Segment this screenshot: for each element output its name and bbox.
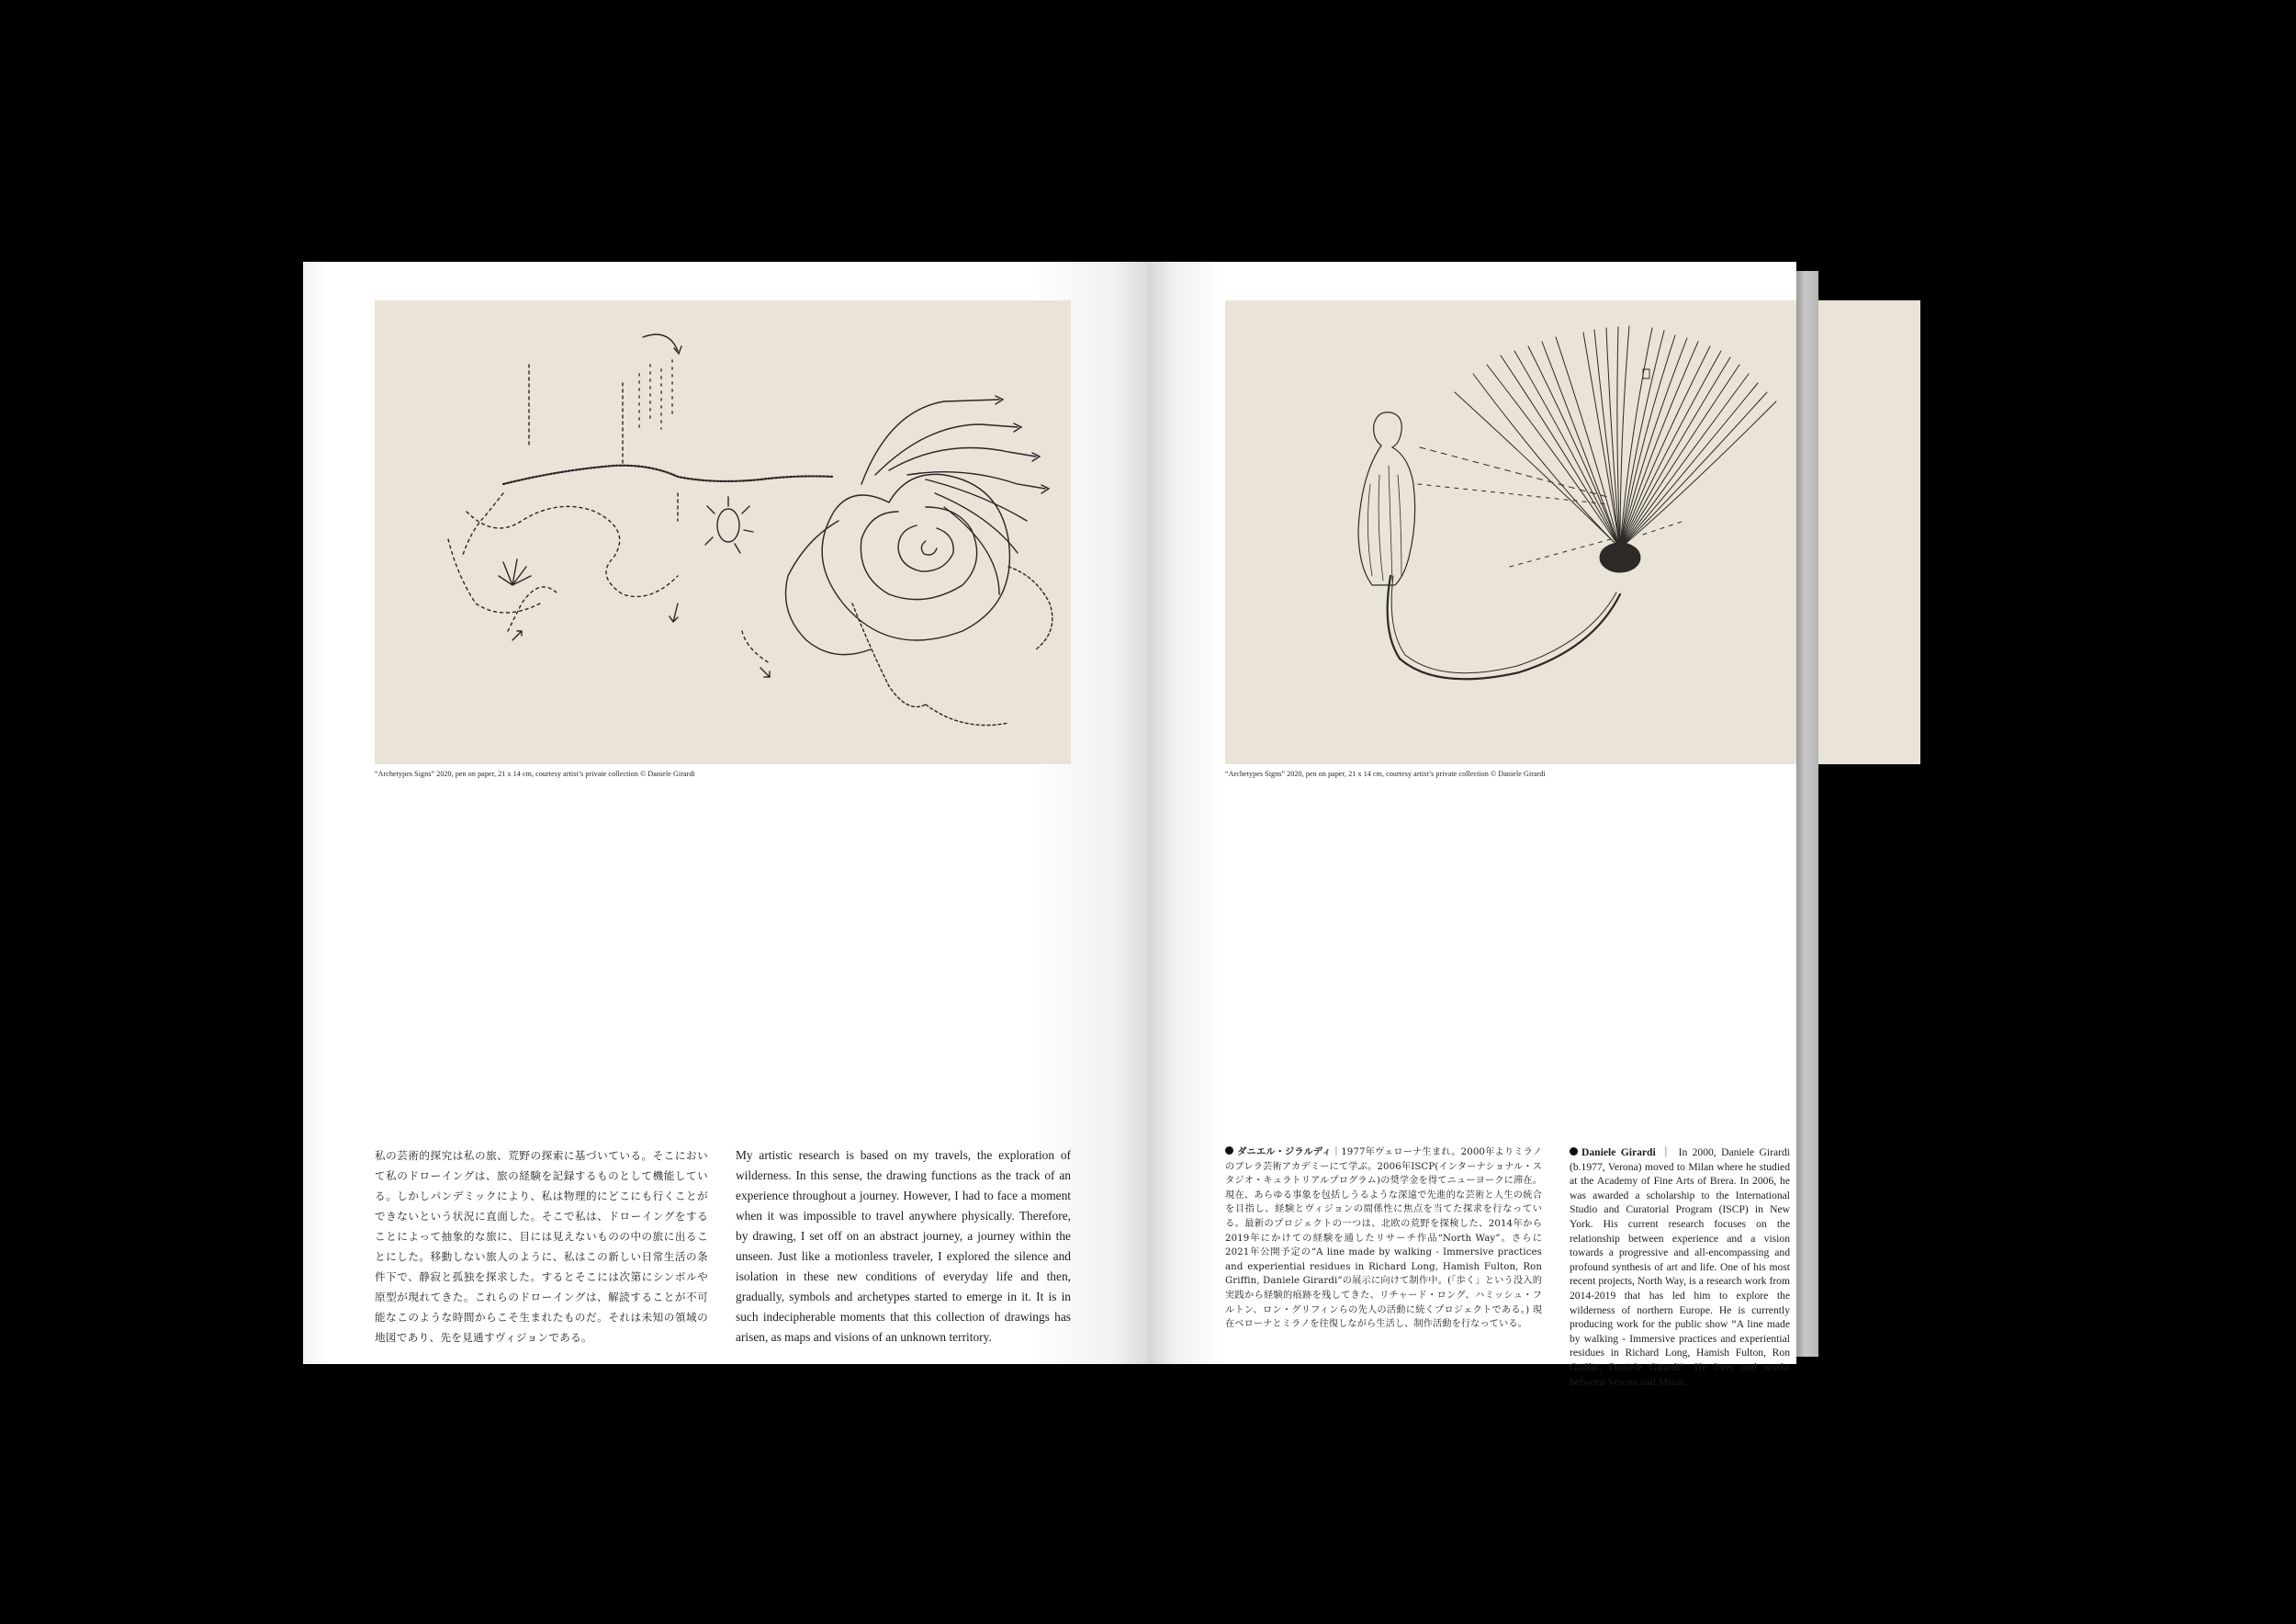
- archetypes-drawing-right-canvas: [1225, 300, 1796, 764]
- archetypes-drawing-left: [375, 300, 1071, 764]
- bullet-icon: [1570, 1147, 1578, 1156]
- bio-name-en: Daniele Girardi: [1581, 1146, 1656, 1158]
- bio-text-en: ｜ In 2000, Daniele Girardi (b.1977, Verona) moved to Milan where he studied at the Academy of Fine Arts of Brera. In 2006, he was awarded a scholarship to the International Studio and Curatorial Program (ISCP) in New York. His current research focuses on the relationship between experience and a vision towards a progressive and all-encompassing and profound synthesis of art and life. One of his most recent projects, North Way, is a research work from 2014-2019 that has led him to explore the wilderness of northern Europe. He is currently producing work for the public show “A line made by walking - Immersive practices and experiential residues in Richard Long, Hamish Fulton, Ron Griffin, Daniele Girardi”. He lives and works between Verona and Milan.: [1570, 1146, 1790, 1388]
- image-caption: “Archetypes Signs” 2020, pen on paper, 21 x 14 cm, courtesy artist’s private collection © Daniele Girardi: [1225, 770, 1546, 778]
- figure-and-tuft-icon: [1225, 300, 1796, 764]
- book-spread: [303, 262, 1818, 1388]
- bio-text-jp: ｜1977年ヴェローナ生まれ。2000年よりミラノのブレラ芸術アカデミーにて学ぶ。2006年ISCP(インターナショナル・スタジオ・キュラトリアルプログラム)の奨学金を得てニューヨークに滞在。現在、あらゆる事象を包括しうるような深遠で先進的な芸術と人生の統合を目指し、経験とヴィジョンの間係性に焦点を当てた探求を行なっている。最新のプロジェクトの一つは、北欧の荒野を探検した、2014年から2019年にかけての経験を通したリサーチ作品“North Way”。さらに2021年公開予定の“A line made by walking - Immersive practices and experiential residues in Richard Long, Hamish Fulton, Ron Griffin, Daniele Girardi”の展示に向けて制作中。(「歩く」という没入的実践から経験的痕跡を残してきた、リチャード・ロング、ハミッシュ・フルトン、ロン・グリフィンらの先人の活動に続くプロジェクトである。) 現在ベローナとミラノを往復しながら生活し、制作活動を行なっている。: [1225, 1147, 1543, 1330]
- pen-drawing-map-icon: [375, 300, 1071, 764]
- english-statement: My artistic research is based on my travels, the exploration of wilderness. In this sense, the drawing functions as the track of an experience throughout a journey. However, I had to face a moment when it was impossible to travel anywhere physically. Therefore, by drawing, I set off on an abstract journey, a journey within the unseen. Just like a motionless traveler, I explored the silence and isolation in these new conditions of everyday life and then, gradually, symbols and archetypes started to emerge in it. It is in such indecipherable moments that this collection of drawings has arisen, as maps and visions of an unknown territory.: [736, 1148, 1071, 1344]
- page-edge: [1796, 271, 1818, 1357]
- left-page: [303, 262, 1148, 1364]
- bio-name-jp: ダニエル・ジラルディ: [1237, 1146, 1332, 1157]
- bullet-icon: [1225, 1146, 1233, 1155]
- japanese-statement: 私の芸術的探究は私の旅、荒野の探索に基づいている。そこにおいて私のドローイングは、旅の経験を記録するものとして機能している。しかしパンデミックにより、私は物理的にどこにも行くことができないという状況に直面した。そこで私は、ドローイングをすることによって抽象的な旅に、目には見えないものの中の旅に出ることにした。移動しない旅人のように、私はこの新しい日常生活の条件下で、静寂と孤独を探求した。するとそこには次第にシンボルや原型が現れてきた。これらのドローイングは、解読することが不可能なこのような時間からこそ生まれたものだ。それは未知の領域の地図であり、先を見通すヴィジョンである。: [375, 1149, 708, 1344]
- english-biography: [1570, 1145, 1790, 1389]
- image-caption: “Archetypes Signs” 2020, pen on paper, 21 x 14 cm, courtesy artist’s private collection © Daniele Girardi: [375, 770, 695, 778]
- japanese-biography: [1225, 1145, 1542, 1332]
